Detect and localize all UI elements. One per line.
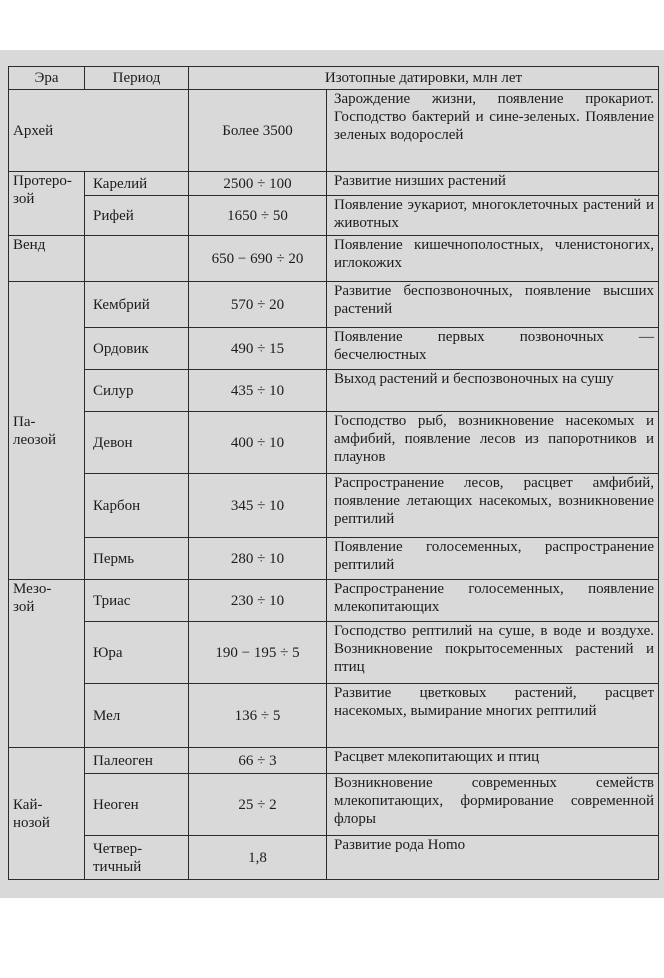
header-period: Период (85, 67, 189, 90)
date-cell: Более 3500 (189, 90, 327, 172)
date-cell: 400 ÷ 10 (189, 412, 327, 474)
table-row (9, 412, 659, 474)
header-row (9, 67, 659, 90)
date-cell: 230 ÷ 10 (189, 580, 327, 622)
period-cell: Юра (85, 622, 189, 684)
description-cell: Развитие низших растений (327, 172, 659, 196)
date-cell: 25 ÷ 2 (189, 774, 327, 836)
geochronology-table (8, 66, 659, 880)
period-cell: Девон (85, 412, 189, 474)
era-paleozoic: Па- леозой (9, 282, 85, 580)
period-cell: Четвер- тичный (85, 836, 189, 880)
period-cell: Триас (85, 580, 189, 622)
table-row (9, 370, 659, 412)
description-cell: Выход растений и беспозвоночных на сушу (327, 370, 659, 412)
date-cell: 280 ÷ 10 (189, 538, 327, 580)
description-cell: Возникновение современных семейств млекопитающих, формирование современной флоры (327, 774, 659, 836)
table-row (9, 474, 659, 538)
period-cell: Рифей (85, 196, 189, 236)
description-cell: Развитие беспозвоночных, появление высших растений (327, 282, 659, 328)
description-cell: Появление кишечнополостных, членистоногих, иглокожих (327, 236, 659, 282)
period-cell: Палеоген (85, 748, 189, 774)
description-cell: Господство рыб, возникновение насекомых и амфибий, появление лесов из папоротников и плаунов (327, 412, 659, 474)
period-cell: Карбон (85, 474, 189, 538)
period-cell: Пермь (85, 538, 189, 580)
table-row (9, 622, 659, 684)
description-cell: Развитие цветковых растений, расцвет насекомых, вымирание многих рептилий (327, 684, 659, 748)
header-era: Эра (9, 67, 85, 90)
date-cell: 66 ÷ 3 (189, 748, 327, 774)
era-proterozoic: Протеро- зой (9, 172, 85, 236)
table-row (9, 282, 659, 328)
table-row (9, 748, 659, 774)
period-cell: Мел (85, 684, 189, 748)
table-row (9, 684, 659, 748)
era-mesozoic: Мезо- зой (9, 580, 85, 748)
table-row (9, 836, 659, 880)
date-cell: 570 ÷ 20 (189, 282, 327, 328)
table-row (9, 538, 659, 580)
description-cell: Появление первых позвоночных — бесчелюстных (327, 328, 659, 370)
date-cell: 345 ÷ 10 (189, 474, 327, 538)
era-cenozoic: Кай- нозой (9, 748, 85, 880)
description-cell: Появление голосеменных, распространение рептилий (327, 538, 659, 580)
description-cell: Развитие рода Homo (327, 836, 659, 880)
description-cell: Господство рептилий на суше, в воде и воздухе. Возникновение покрытосеменных растений и птиц (327, 622, 659, 684)
description-cell: Расцвет млекопитающих и птиц (327, 748, 659, 774)
period-cell: Силур (85, 370, 189, 412)
period-cell: Карелий (85, 172, 189, 196)
period-cell: Ордовик (85, 328, 189, 370)
table-row (9, 236, 659, 282)
table-row (9, 774, 659, 836)
table-row (9, 328, 659, 370)
date-cell: 1650 ÷ 50 (189, 196, 327, 236)
date-cell: 1,8 (189, 836, 327, 880)
period-cell: Кембрий (85, 282, 189, 328)
description-cell: Распространение голосеменных, появление млекопитающих (327, 580, 659, 622)
era-vendian: Венд (9, 236, 85, 282)
period-cell (85, 236, 189, 282)
era-archean: Архей (9, 90, 189, 172)
scanned-page (0, 50, 664, 898)
date-cell: 136 ÷ 5 (189, 684, 327, 748)
table-row (9, 90, 659, 172)
period-cell: Неоген (85, 774, 189, 836)
table-row (9, 580, 659, 622)
date-cell: 190 − 195 ÷ 5 (189, 622, 327, 684)
date-cell: 2500 ÷ 100 (189, 172, 327, 196)
description-cell: Зарождение жизни, появление прокариот. Господство бактерий и сине-зеленых. Появление зеленых водорослей (327, 90, 659, 172)
header-dating: Изотопные датировки, млн лет (189, 67, 659, 90)
table-row (9, 196, 659, 236)
date-cell: 490 ÷ 15 (189, 328, 327, 370)
description-cell: Распространение лесов, расцвет амфибий, появление летающих насекомых, возникновение рептилий (327, 474, 659, 538)
table-row (9, 172, 659, 196)
date-cell: 650 − 690 ÷ 20 (189, 236, 327, 282)
description-cell: Появление эукариот, многоклеточных растений и животных (327, 196, 659, 236)
date-cell: 435 ÷ 10 (189, 370, 327, 412)
